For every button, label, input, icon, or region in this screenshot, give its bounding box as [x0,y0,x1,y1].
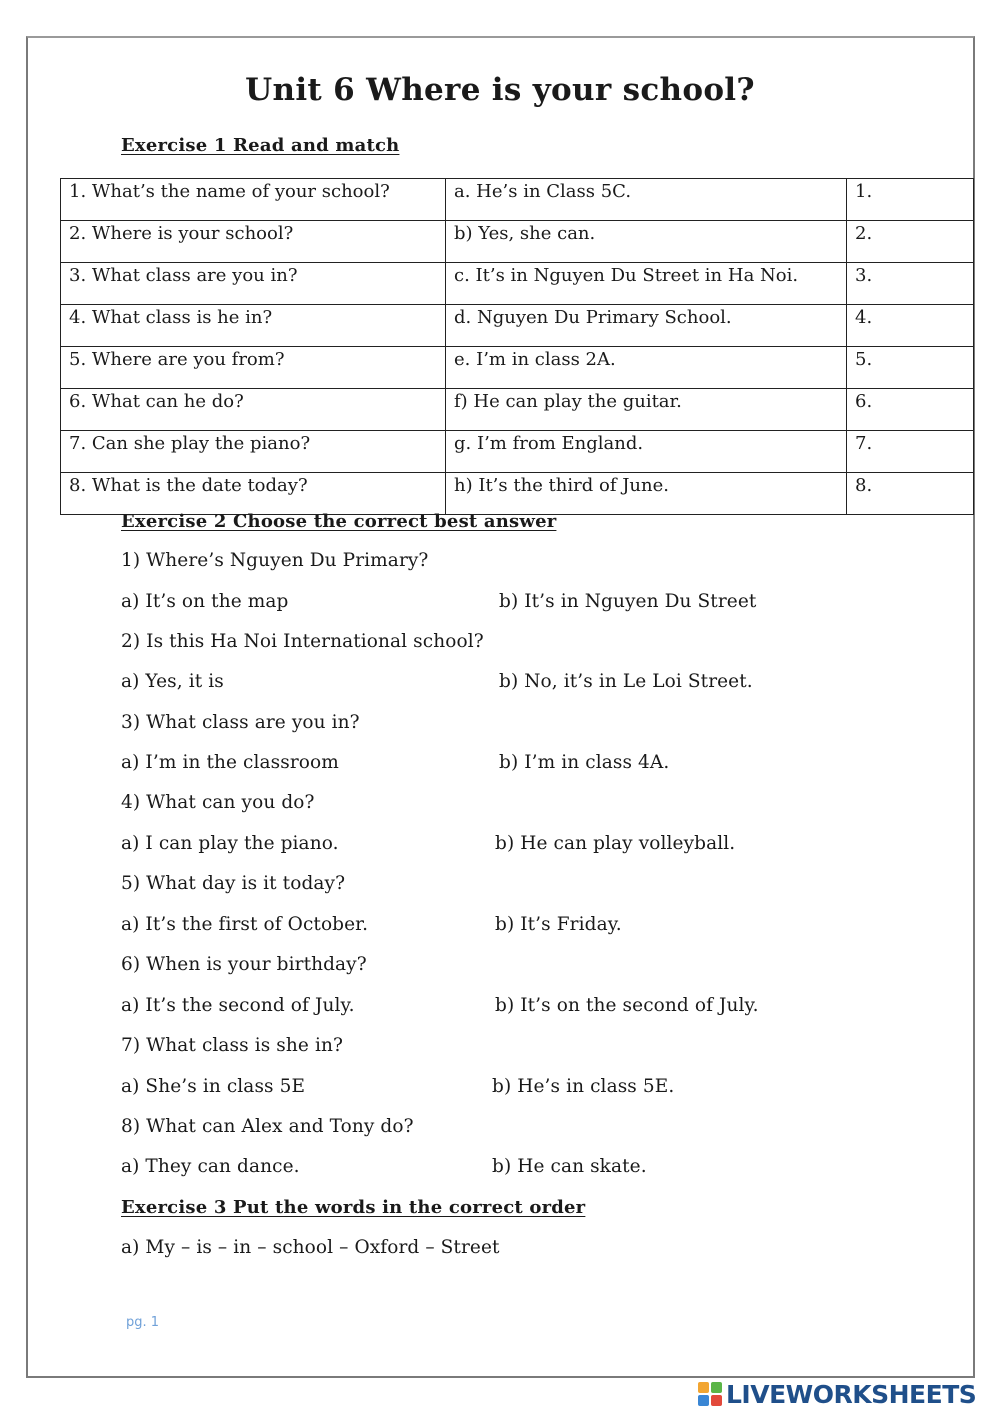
table-row [61,221,974,263]
ex2-option-1a[interactable]: a) It’s on the map [121,591,289,612]
ex2-option-6a[interactable]: a) It’s the second of July. [121,995,355,1016]
answer-cell: a. He’s in Class 5C. [446,179,847,221]
exercise2-heading: Exercise 2 Choose the correct best answer [121,511,557,532]
answer-slot[interactable]: 3. [847,263,974,305]
table-row [61,431,974,473]
page-title: Unit 6 Where is your school? [245,72,755,108]
table-row [61,179,974,221]
ex2-option-4b[interactable]: b) He can play volleyball. [495,833,736,854]
match-table [60,178,974,515]
ex2-option-5b[interactable]: b) It’s Friday. [495,914,622,935]
answer-slot[interactable]: 8. [847,473,974,515]
ex2-option-2a[interactable]: a) Yes, it is [121,671,224,692]
exercise1-heading: Exercise 1 Read and match [121,135,400,156]
question-cell: 3. What class are you in? [61,263,446,305]
ex2-question-4: 4) What can you do? [121,792,315,813]
question-cell: 5. Where are you from? [61,347,446,389]
answer-slot[interactable]: 2. [847,221,974,263]
ex2-option-7a[interactable]: a) She’s in class 5E [121,1076,306,1097]
ex3-item-a: a) My – is – in – school – Oxford – Street [121,1237,500,1258]
ex2-option-3a[interactable]: a) I’m in the classroom [121,752,339,773]
table-row [61,389,974,431]
question-cell: 8. What is the date today? [61,473,446,515]
ex2-option-4a[interactable]: a) I can play the piano. [121,833,339,854]
answer-cell: e. I’m in class 2A. [446,347,847,389]
ex2-question-2: 2) Is this Ha Noi International school? [121,631,484,652]
ex2-option-3b[interactable]: b) I’m in class 4A. [499,752,670,773]
answer-slot[interactable]: 6. [847,389,974,431]
answer-slot[interactable]: 7. [847,431,974,473]
answer-cell: b) Yes, she can. [446,221,847,263]
question-cell: 1. What’s the name of your school? [61,179,446,221]
ex2-question-5: 5) What day is it today? [121,873,346,894]
question-cell: 7. Can she play the piano? [61,431,446,473]
ex2-option-1b[interactable]: b) It’s in Nguyen Du Street [499,591,757,612]
answer-cell: g. I’m from England. [446,431,847,473]
answer-cell: f) He can play the guitar. [446,389,847,431]
question-cell: 2. Where is your school? [61,221,446,263]
table-row [61,305,974,347]
answer-cell: d. Nguyen Du Primary School. [446,305,847,347]
exercise3-heading: Exercise 3 Put the words in the correct order [121,1197,586,1218]
ex2-question-1: 1) Where’s Nguyen Du Primary? [121,550,429,571]
brand-mark [697,1379,976,1409]
answer-slot[interactable]: 5. [847,347,974,389]
ex2-question-3: 3) What class are you in? [121,712,360,733]
question-cell: 6. What can he do? [61,389,446,431]
brand-name: LIVEWORKSHEETS [726,1379,977,1409]
ex2-question-8: 8) What can Alex and Tony do? [121,1116,414,1137]
table-row [61,263,974,305]
ex2-option-8b[interactable]: b) He can skate. [492,1156,647,1177]
ex2-option-2b[interactable]: b) No, it’s in Le Loi Street. [499,671,753,692]
answer-slot[interactable]: 1. [847,179,974,221]
table-row [61,347,974,389]
answer-cell: h) It’s the third of June. [446,473,847,515]
ex2-question-7: 7) What class is she in? [121,1035,343,1056]
ex2-option-6b[interactable]: b) It’s on the second of July. [495,995,759,1016]
ex2-option-5a[interactable]: a) It’s the first of October. [121,914,369,935]
table-row [61,473,974,515]
liveworksheets-logo-icon [697,1381,723,1407]
page-number: pg. 1 [126,1315,160,1330]
answer-cell: c. It’s in Nguyen Du Street in Ha Noi. [446,263,847,305]
question-cell: 4. What class is he in? [61,305,446,347]
ex2-question-6: 6) When is your birthday? [121,954,367,975]
answer-slot[interactable]: 4. [847,305,974,347]
ex2-option-8a[interactable]: a) They can dance. [121,1156,300,1177]
ex2-option-7b[interactable]: b) He’s in class 5E. [492,1076,675,1097]
